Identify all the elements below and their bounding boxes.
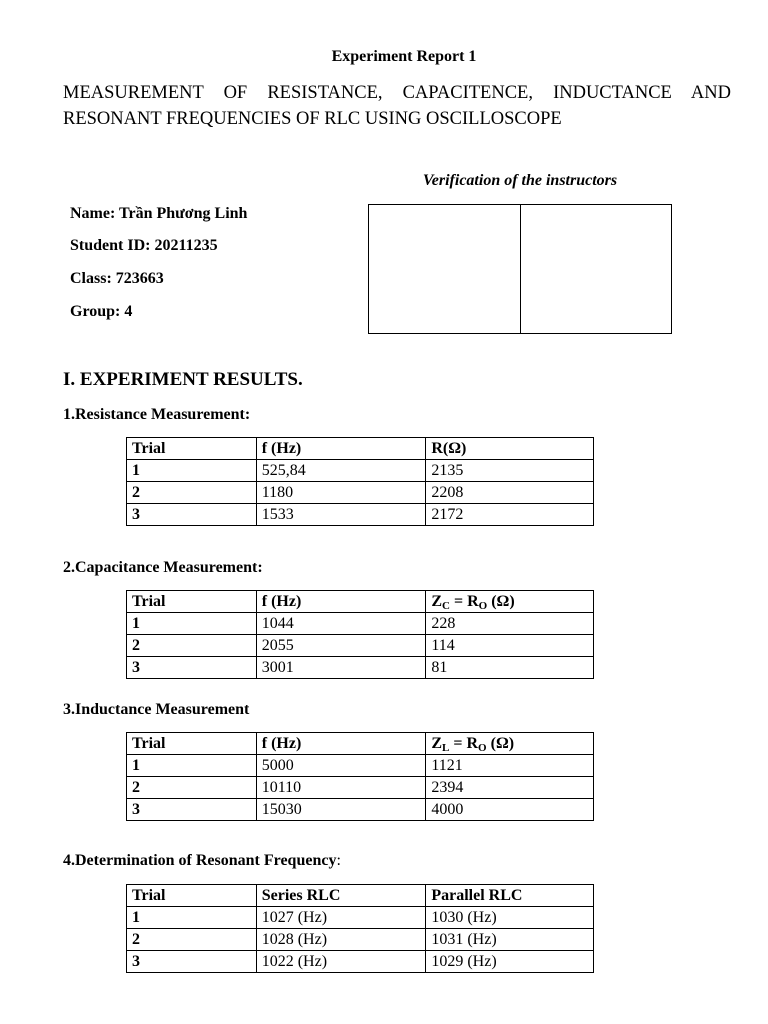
resonance-title [63, 852, 341, 870]
table-row [127, 657, 594, 679]
header-symbol: = R [449, 734, 479, 752]
resistance-cell: 2208 [426, 482, 594, 504]
trial-cell: 1 [127, 460, 257, 482]
table-row [127, 929, 594, 951]
parallel-cell: 1031 (Hz) [426, 929, 594, 951]
header-unit: (Ω) [486, 734, 515, 752]
section-title: I. EXPERIMENT RESULTS. [63, 369, 303, 390]
verification-box [368, 204, 672, 334]
table-header-row [127, 438, 594, 460]
capacitance-table [126, 590, 594, 679]
series-cell: 1027 (Hz) [256, 907, 426, 929]
header-frequency: f (Hz) [256, 438, 426, 460]
table-row [127, 799, 594, 821]
impedance-cell: 81 [426, 657, 594, 679]
resistance-cell: 2135 [426, 460, 594, 482]
student-class: Class: 723663 [70, 270, 164, 287]
capacitance-title: 2.Capacitance Measurement: [63, 559, 263, 576]
frequency-cell: 5000 [256, 755, 426, 777]
header-series-rlc: Series RLC [256, 885, 426, 907]
table-header-row [127, 733, 594, 755]
resonance-title-text: 4.Determination of Resonant Frequency [63, 852, 337, 869]
table-row [127, 755, 594, 777]
header-subscript: C [442, 599, 450, 612]
trial-cell: 2 [127, 635, 257, 657]
student-name: Name: Trần Phương Linh [70, 205, 248, 222]
trial-cell: 3 [127, 657, 257, 679]
header-frequency: f (Hz) [256, 591, 426, 613]
resonance-title-colon: : [336, 852, 341, 869]
table-row [127, 907, 594, 929]
frequency-cell: 1180 [256, 482, 426, 504]
header-trial: Trial [127, 591, 257, 613]
header-trial: Trial [127, 438, 257, 460]
trial-cell: 1 [127, 755, 257, 777]
frequency-cell: 2055 [256, 635, 426, 657]
impedance-cell: 2394 [426, 777, 594, 799]
header-subscript: O [478, 741, 487, 754]
header-impedance-l [426, 733, 594, 755]
frequency-cell: 525,84 [256, 460, 426, 482]
table-row [127, 504, 594, 526]
table-row [127, 635, 594, 657]
trial-cell: 3 [127, 504, 257, 526]
trial-cell: 3 [127, 951, 257, 973]
header-impedance-c [426, 591, 594, 613]
frequency-cell: 1044 [256, 613, 426, 635]
header-symbol: Z [431, 592, 443, 610]
table-header-row [127, 885, 594, 907]
table-row [127, 777, 594, 799]
series-cell: 1028 (Hz) [256, 929, 426, 951]
main-title: MEASUREMENT OF RESISTANCE, CAPACITENCE, INDUCTANCE AND RESONANT FREQUENCIES OF RLC USING OSCILLOSCOPE [63, 83, 731, 129]
trial-cell: 2 [127, 929, 257, 951]
header-resistance: R(Ω) [426, 438, 594, 460]
table-row [127, 460, 594, 482]
table-row [127, 951, 594, 973]
verification-cell-left [369, 205, 520, 333]
trial-cell: 1 [127, 613, 257, 635]
student-id: Student ID: 20211235 [70, 237, 218, 254]
header-symbol: Z [431, 734, 443, 752]
verification-label: Verification of the instructors [422, 172, 618, 189]
frequency-cell: 10110 [256, 777, 426, 799]
parallel-cell: 1029 (Hz) [426, 951, 594, 973]
header-trial: Trial [127, 733, 257, 755]
resistance-cell: 2172 [426, 504, 594, 526]
trial-cell: 2 [127, 482, 257, 504]
impedance-cell: 114 [426, 635, 594, 657]
resistance-table [126, 437, 594, 526]
header-unit: (Ω) [487, 592, 515, 610]
verification-cell-right [520, 205, 672, 333]
header-parallel-rlc: Parallel RLC [426, 885, 594, 907]
student-group: Group: 4 [70, 303, 133, 320]
header-frequency: f (Hz) [256, 733, 426, 755]
trial-cell: 2 [127, 777, 257, 799]
frequency-cell: 3001 [256, 657, 426, 679]
series-cell: 1022 (Hz) [256, 951, 426, 973]
parallel-cell: 1030 (Hz) [426, 907, 594, 929]
impedance-cell: 1121 [426, 755, 594, 777]
resonance-table [126, 884, 594, 973]
impedance-cell: 228 [426, 613, 594, 635]
header-subscript: L [442, 741, 450, 754]
inductance-table [126, 732, 594, 821]
header-subscript: O [478, 599, 488, 612]
impedance-cell: 4000 [426, 799, 594, 821]
trial-cell: 1 [127, 907, 257, 929]
frequency-cell: 15030 [256, 799, 426, 821]
resistance-title: 1.Resistance Measurement: [63, 406, 251, 423]
table-row [127, 613, 594, 635]
trial-cell: 3 [127, 799, 257, 821]
table-header-row [127, 591, 594, 613]
table-row [127, 482, 594, 504]
header-symbol: = R [449, 592, 479, 610]
inductance-title: 3.Inductance Measurement [63, 701, 250, 718]
header-trial: Trial [127, 885, 257, 907]
frequency-cell: 1533 [256, 504, 426, 526]
report-title: Experiment Report 1 [331, 48, 477, 65]
